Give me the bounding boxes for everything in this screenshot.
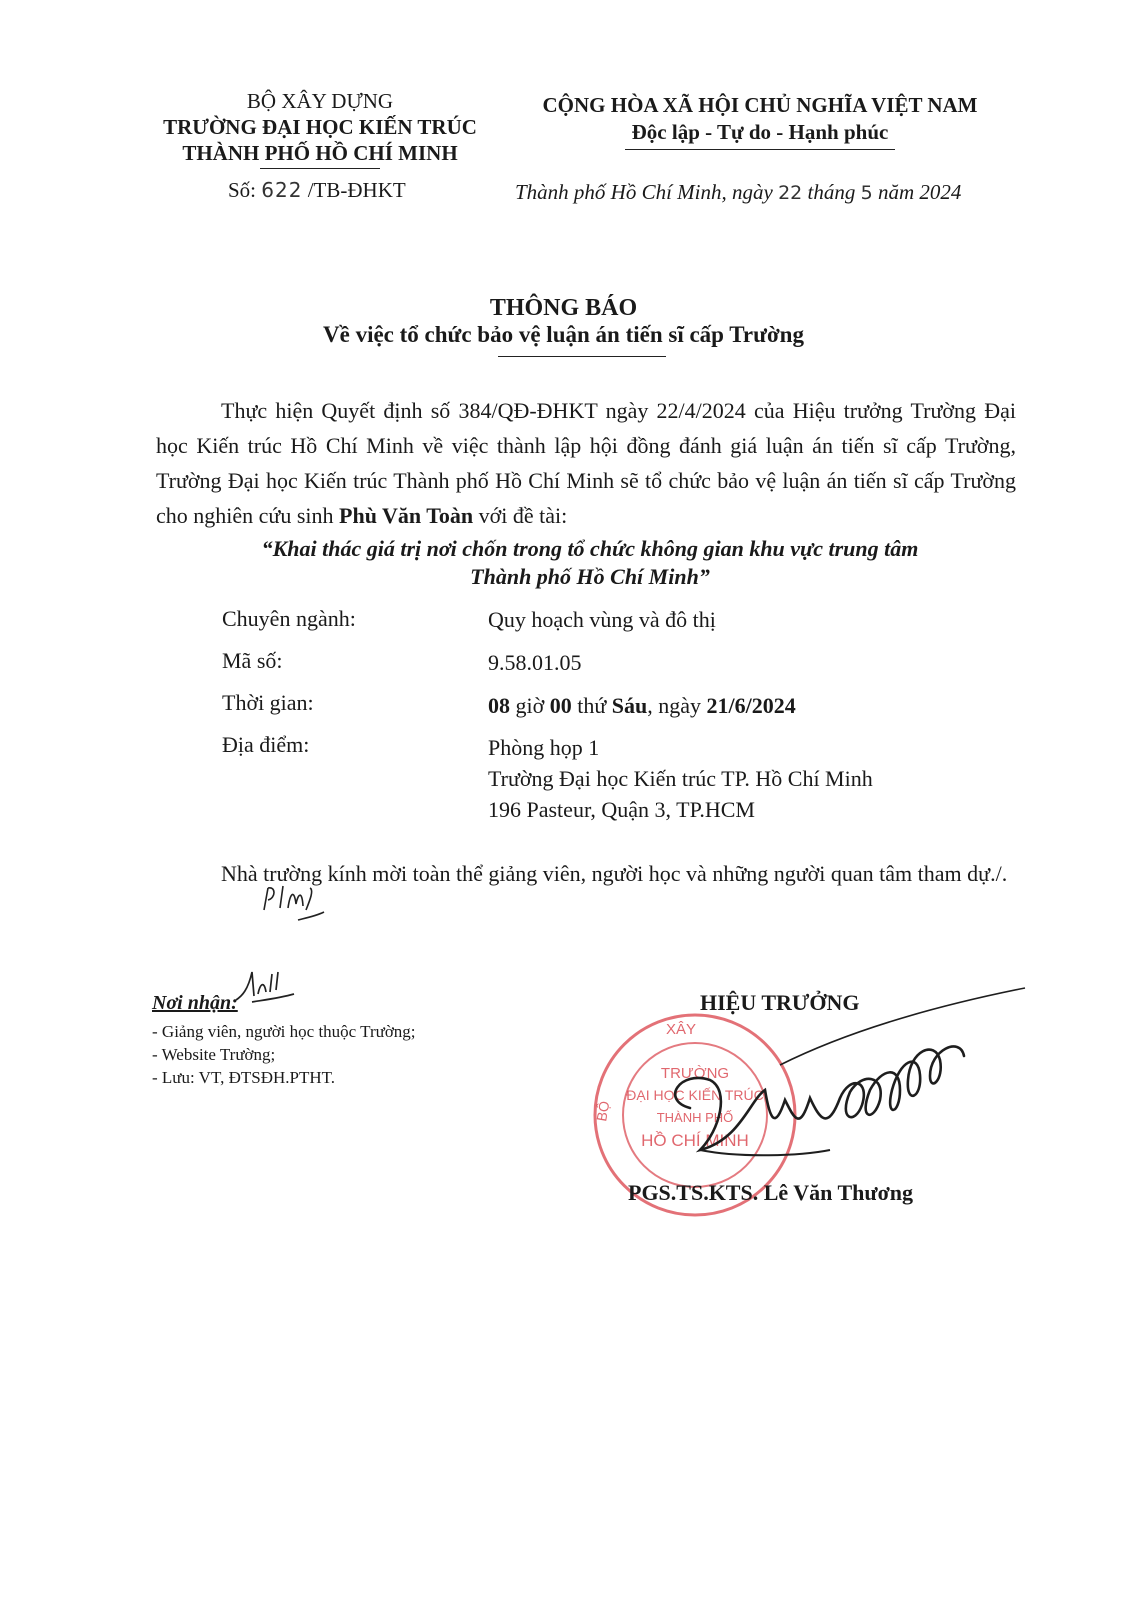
header-left-rule — [260, 168, 380, 169]
place-line1: Phòng họp 1 — [488, 735, 600, 760]
date-month: 5 — [860, 182, 873, 204]
date-day: 22 — [778, 182, 803, 204]
time-weekday: Sáu — [611, 693, 648, 718]
handwritten-signature — [600, 980, 1040, 1180]
time-label: Thời gian: — [222, 690, 314, 715]
time-hour: 08 — [488, 693, 510, 718]
main-paragraph — [156, 393, 1016, 533]
recipient-item: - Lưu: VT, ĐTSĐH.PTHT. — [152, 1068, 335, 1087]
motto-rule — [625, 149, 895, 150]
major-label: Chuyên ngành: — [222, 606, 356, 631]
signer-position: HIỆU TRƯỞNG — [700, 990, 860, 1015]
title-rule — [498, 356, 666, 357]
time-day-prefix: thứ — [577, 693, 607, 718]
code-label: Mã số: — [222, 648, 283, 673]
major-value: Quy hoạch vùng và đô thị — [488, 607, 716, 632]
school-name-line2: THÀNH PHỐ HỒ CHÍ MINH — [182, 141, 458, 165]
date-prefix: Thành phố Hồ Chí Minh, ngày — [515, 180, 773, 204]
main-paragraph-tail: với đề tài: — [478, 503, 568, 528]
place-value — [488, 732, 873, 825]
recipients-initials-scribble — [232, 966, 302, 1016]
stamp-text-left: BỘ — [593, 1099, 613, 1123]
stamp-line2: ĐẠI HỌC KIẾN TRÚC — [626, 1087, 764, 1103]
date-month-label: tháng — [807, 180, 856, 204]
main-paragraph-text: Thực hiện Quyết định số 384/QĐ-ĐHKT ngày 22/4/2024 của Hiệu trưởng Trường Đại học Kiến trúc Hồ Chí Minh về việc thành lập hội đồng đánh giá luận án tiến sĩ cấp Trường, Trường Đại học Kiến trúc Thành phố Hồ Chí Minh sẽ tổ chức bảo vệ luận án tiến sĩ cấp Trường cho nghiên cứu sinh — [156, 398, 1016, 528]
place-and-date — [515, 180, 961, 205]
time-value — [488, 690, 796, 721]
country-name: CỘNG HÒA XÃ HỘI CHỦ NGHĨA VIỆT NAM — [542, 93, 978, 117]
recipients-title — [152, 992, 238, 1015]
stamp-text-top: XÂY — [666, 1021, 697, 1038]
stamp-line1: TRƯỜNG — [660, 1065, 730, 1082]
date-year: năm 2024 — [877, 180, 962, 204]
document-subtitle: Về việc tổ chức bảo vệ luận án tiến sĩ cấp Trường — [323, 322, 804, 347]
time-minute: 00 — [549, 693, 572, 718]
recipients-list — [152, 1020, 416, 1089]
document-number — [228, 178, 406, 203]
topic-line1: “Khai thác giá trị nơi chốn trong tổ chức không gian khu vực trung tâm — [261, 536, 919, 561]
candidate-name: Phù Văn Toàn — [339, 503, 474, 528]
document-title: THÔNG BÁO — [489, 295, 638, 321]
recipient-item: - Giảng viên, người học thuộc Trường; — [152, 1022, 416, 1041]
place-line3: 196 Pasteur, Quận 3, TP.HCM — [488, 797, 755, 822]
motto: Độc lập - Tự do - Hạnh phúc — [631, 120, 889, 144]
national-motto — [490, 92, 1030, 150]
thesis-topic — [150, 535, 1030, 591]
initials-scribble — [258, 880, 328, 930]
time-date: 21/6/2024 — [706, 693, 796, 718]
doc-number-handwritten: 622 — [261, 178, 303, 202]
school-name-line1: TRƯỜNG ĐẠI HỌC KIẾN TRÚC — [163, 115, 477, 139]
recipient-item: - Website Trường; — [152, 1045, 276, 1064]
code-value: 9.58.01.05 — [488, 650, 582, 675]
topic-line2: Thành phố Hồ Chí Minh” — [470, 564, 710, 589]
place-label: Địa điểm: — [222, 732, 310, 757]
time-date-prefix: , ngày — [647, 693, 702, 718]
ministry-name: BỘ XÂY DỰNG — [246, 89, 394, 113]
stamp-line3: THÀNH PHỐ — [656, 1110, 734, 1125]
issuing-authority — [130, 88, 510, 169]
signer-name: PGS.TS.KTS. Lê Văn Thương — [628, 1180, 914, 1205]
stamp-line4: HỒ CHÍ MINH — [641, 1131, 749, 1150]
closing-paragraph: Nhà trường kính mời toàn thể giảng viên, người học và những người quan tâm tham dự./. — [221, 861, 1008, 886]
recipients-title-text: Nơi nhận: — [152, 992, 238, 1014]
time-hour-unit: giờ — [515, 693, 545, 718]
place-line2: Trường Đại học Kiến trúc TP. Hồ Chí Minh — [488, 766, 873, 791]
doc-number-suffix: /TB-ĐHKT — [307, 178, 406, 202]
doc-number-prefix: Số: — [228, 178, 257, 202]
